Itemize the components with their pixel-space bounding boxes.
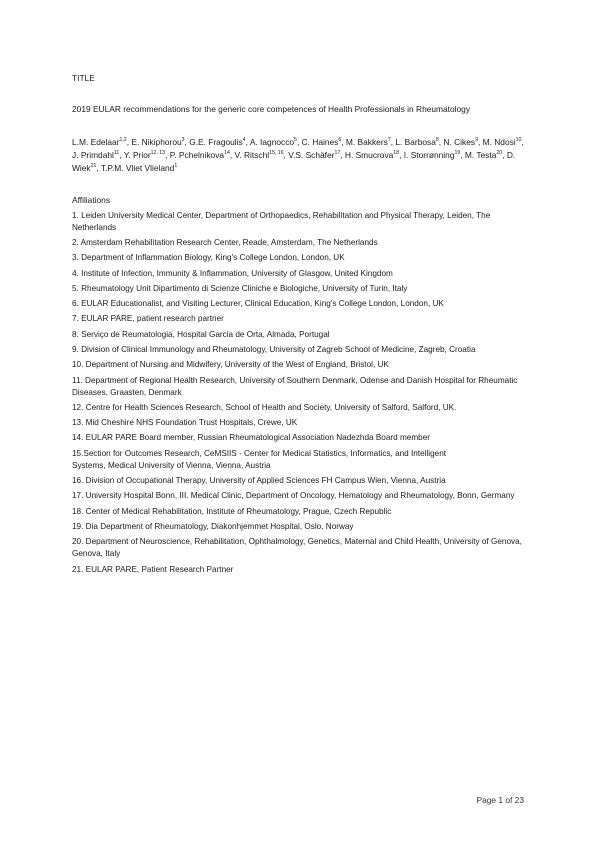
affiliation-item: 17. University Hospital Bonn, III. Medical Clinic, Department of Oncology, Hematology and Rheumatology, Bonn, Germany bbox=[72, 491, 515, 501]
author bbox=[250, 137, 297, 147]
affiliation-item: 6. EULAR Educationalist, and Visiting Lecturer, Clinical Education, King's College London, London, UK bbox=[72, 299, 444, 309]
author-name: J. Primdahl bbox=[72, 150, 114, 161]
author-affiliation-ref: 7 bbox=[387, 137, 391, 144]
author bbox=[483, 137, 522, 147]
affiliation-item: 13. Mid Cheshire NHS Foundation Trust Hospitals, Crewe, UK bbox=[72, 418, 298, 428]
affiliation-item: 18. Center of Medical Rehabilitation, Institute of Rheumatology, Prague, Czech Republic bbox=[72, 506, 392, 516]
author-name: M. Ndosi bbox=[482, 137, 516, 147]
author-affiliation-ref: 9 bbox=[475, 137, 478, 144]
affiliations-list bbox=[72, 210, 524, 576]
author-name: A. Iagnocco bbox=[249, 137, 295, 147]
author-name: L. Barbosa bbox=[395, 137, 436, 147]
author bbox=[404, 150, 461, 160]
author-affiliation-ref: 1,2 bbox=[119, 137, 127, 144]
author-name: C. Haines bbox=[301, 137, 339, 147]
affiliation-item: 14. EULAR PARE Board member, Russian Rheumatological Association Nadezhda Board member bbox=[72, 433, 431, 443]
author bbox=[72, 150, 119, 160]
affiliation-item: 8. Serviço de Reumatologia, Hospital Garcia de Orta, Almada, Portugal bbox=[72, 329, 330, 339]
author-name: G.E. Fragoulis bbox=[189, 137, 243, 147]
author-affiliation-ref: 11 bbox=[113, 150, 120, 157]
author-name: L.M. Edelaar bbox=[72, 137, 120, 147]
author-name: V.S. Schäfer bbox=[288, 150, 335, 161]
author bbox=[443, 137, 478, 147]
paper-title: 2019 EULAR recommendations for the generic core competences of Health Professionals in Rheumatology bbox=[72, 104, 471, 114]
affiliation-item: 3. Department of Inflammation Biology, King's College London, London, UK bbox=[72, 253, 345, 263]
author bbox=[346, 137, 391, 147]
author-name: N. Cikes bbox=[443, 137, 476, 147]
author bbox=[465, 150, 502, 160]
author-affiliation-ref: 1 bbox=[174, 163, 178, 170]
section-label: TITLE bbox=[72, 73, 95, 83]
author bbox=[124, 150, 165, 160]
author bbox=[395, 137, 438, 147]
affiliation-item: 12. Centre for Health Sciences Research, School of Health and Society, University of Salford, Salford, UK. bbox=[72, 402, 457, 412]
affiliation-item: 1. Leiden University Medical Center, Department of Orthopaedics, Rehabilitation and Physical Therapy, Leiden, The Netherlands bbox=[72, 210, 491, 232]
author-affiliation-ref: 20 bbox=[496, 150, 503, 157]
author-name: M. Testa bbox=[464, 150, 497, 161]
affiliation-item: 10. Department of Nursing and Midwifery, University of the West of England, Bristol, UK bbox=[72, 360, 389, 370]
affiliation-item: 11. Department of Regional Health Research, University of Southern Denmark, Odense and Danish Hospital for Rheumatic Diseases, Graasten, Denmark bbox=[72, 375, 518, 397]
author-affiliation-ref: 5 bbox=[294, 137, 297, 144]
author-name: E. Nikiphorou bbox=[131, 137, 182, 147]
affiliations-heading: Affiliations bbox=[72, 194, 111, 205]
author bbox=[345, 150, 399, 160]
author-name: H. Smucrova bbox=[344, 150, 394, 161]
author bbox=[302, 137, 342, 147]
author-affiliation-ref: 17 bbox=[334, 150, 341, 157]
author bbox=[101, 163, 177, 173]
author-name: T.P.M. Vliet Vlieland bbox=[100, 163, 175, 174]
author-affiliation-ref: 3 bbox=[181, 137, 185, 144]
author bbox=[235, 150, 284, 160]
author-affiliation-ref: 14 bbox=[224, 150, 230, 157]
affiliation-item: 4. Institute of Infection, Immunity & Inflammation, University of Glasgow, United Kingdom bbox=[72, 268, 393, 278]
author bbox=[170, 150, 230, 160]
affiliation-item: 2. Amsterdam Rehabilitation Research Center, Reade, Amsterdam, The Netherlands bbox=[72, 237, 378, 247]
author bbox=[131, 137, 184, 147]
author-name: D. Wiek bbox=[72, 150, 516, 174]
affiliation-item: 9. Division of Clinical Immunology and Rheumatology, University of Zagreb School of Medicine, Zagreb, Croatia bbox=[72, 344, 476, 354]
author-list: L.M. Edelaar$^{1,2}$, E. Nikiphorou$^3$, G.E. Fragoulis$^4$, A. Iagnocco$^5$, C. Haines$^6$, M. Bakkers$^7$, L. Barbosa$^8$, N. Cikes$^9$, M. Ndosi$^{10}$, J. Primdahl$^{11}$, Y. Prior$^{12, 13}$, P. Pchelnikova$^{14}$, V. Ritschl$^{15, 16}$, V.S. Schäfer$^{17}$, H. Smucrova$^{18}$, I. Storrønning$^{19}$, M. Testa$^{20}$, D. Wiek$^{21}$, T.P.M. Vliet Vlieland$^1$ bbox=[72, 137, 524, 174]
author-affiliation-ref: 18 bbox=[393, 150, 400, 157]
author-affiliation-ref: 15, 16 bbox=[269, 150, 284, 157]
affiliation-item: 7. EULAR PARE, patient research partner bbox=[72, 314, 224, 324]
author-affiliation-ref: 19 bbox=[454, 150, 461, 157]
author-affiliation-ref: 8 bbox=[435, 137, 439, 144]
affiliation-item: 20. Department of Neuroscience, Rehabilitation, Ophthalmology, Genetics, Maternal and Child Health, University of Genova, Genova, Italy bbox=[72, 537, 522, 559]
affiliation-item: 16. Division of Occupational Therapy, University of Applied Sciences FH Campus Wien, Vienna, Austria bbox=[72, 476, 446, 486]
affiliation-item: 19. Dia Department of Rheumatology, Diakonhjemmet Hospital, Oslo, Norway bbox=[72, 521, 354, 531]
author-name: M. Bakkers bbox=[345, 137, 388, 147]
author-affiliation-ref: 10 bbox=[515, 137, 522, 144]
author-name: I. Storrønning bbox=[403, 150, 455, 161]
author-name: Y. Prior bbox=[123, 150, 151, 161]
author bbox=[189, 137, 245, 147]
page-number: Page 1 of 23 bbox=[476, 795, 524, 805]
page-content bbox=[72, 72, 524, 579]
affiliation-item: 15.Section for Outcomes Research, CeMSIIS - Center for Medical Statistics, Informatics, and Intelligent Systems, Medical University of Vienna, Vienna, Austria bbox=[72, 448, 447, 470]
author bbox=[72, 137, 127, 147]
author bbox=[288, 150, 340, 160]
affiliation-item: 21. EULAR PARE, Patient Research Partner bbox=[72, 564, 234, 574]
affiliation-item: 5. Rheumatology Unit Dipartimento di Scienze Cliniche e Biologiche, University of Turin, Italy bbox=[72, 283, 408, 293]
author-affiliation-ref: 6 bbox=[338, 137, 342, 144]
author-affiliation-ref: 4 bbox=[242, 137, 246, 144]
author-affiliation-ref: 12, 13 bbox=[150, 150, 166, 157]
author-affiliation-ref: 21 bbox=[90, 163, 97, 170]
author-name: V. Ritschl bbox=[234, 150, 270, 161]
author-name: P. Pchelnikova bbox=[169, 150, 225, 161]
